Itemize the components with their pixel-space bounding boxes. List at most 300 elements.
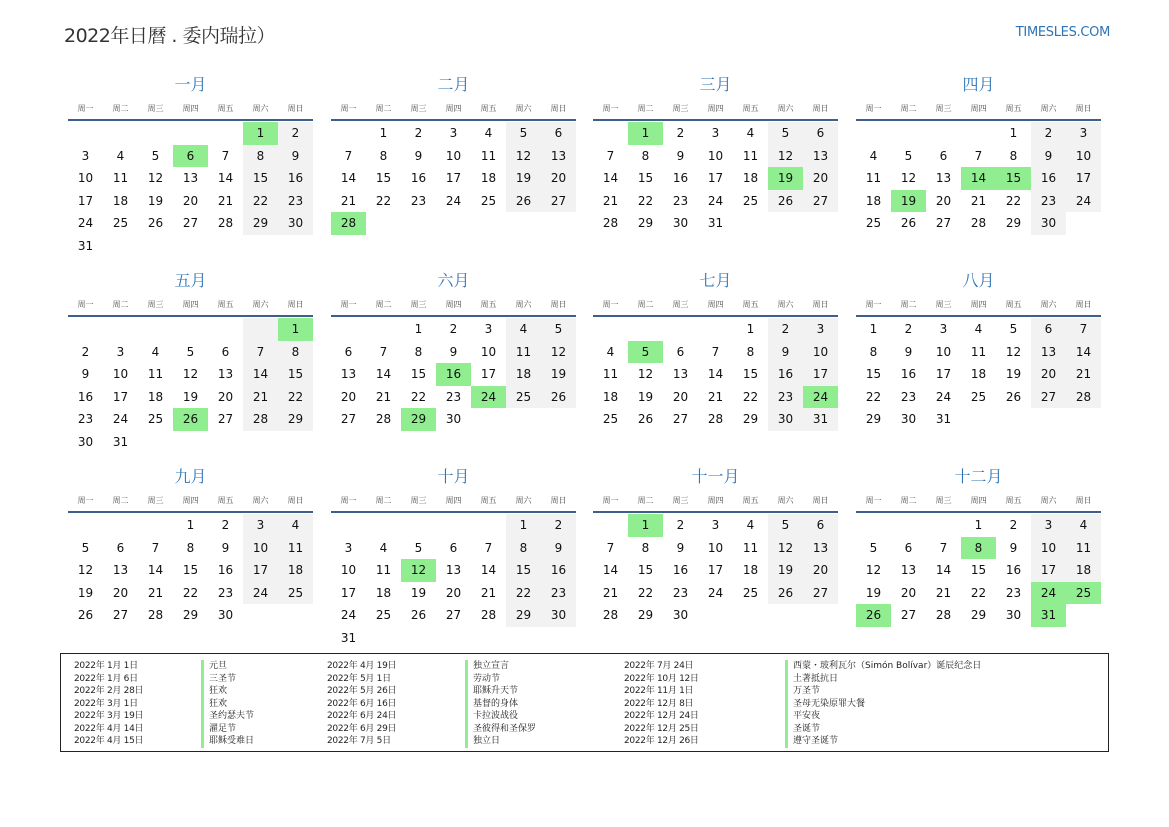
day-cell[interactable]: 30 [541, 604, 576, 627]
day-cell[interactable]: 16 [900, 367, 917, 381]
day-cell[interactable]: 29 [278, 408, 313, 431]
day-cell[interactable]: 4 [116, 148, 125, 163]
day-cell[interactable]: 1 [186, 518, 195, 532]
day-cell[interactable]: 13 [445, 563, 462, 577]
day-cell[interactable]: 4 [379, 540, 388, 555]
day-cell[interactable]: 11 [742, 540, 759, 555]
day-cell[interactable]: 30 [768, 408, 803, 431]
day-cell[interactable]: 18 [1066, 559, 1101, 582]
day-cell[interactable]: 16 [541, 559, 576, 582]
day-cell[interactable]: 25 [375, 608, 392, 622]
day-cell[interactable]: 19 [1005, 367, 1022, 381]
day-cell[interactable]: 18 [742, 563, 759, 577]
day-cell[interactable]: 29 [637, 216, 654, 230]
day-cell[interactable]: 15 [742, 367, 759, 381]
day-cell[interactable]: 28 [243, 408, 278, 431]
day-cell[interactable]: 24 [707, 585, 724, 600]
day-cell[interactable]: 15 [637, 563, 654, 577]
day-cell[interactable]: 31 [1031, 604, 1066, 627]
day-cell[interactable]: 12 [506, 145, 541, 168]
day-cell[interactable]: 14 [602, 171, 619, 185]
day-cell[interactable]: 3 [711, 518, 720, 532]
day-cell[interactable]: 20 [672, 389, 689, 404]
day-cell[interactable]: 5 [628, 341, 663, 364]
day-cell[interactable]: 12 [541, 341, 576, 364]
day-cell[interactable]: 19 [637, 389, 654, 404]
day-cell[interactable]: 28 [602, 216, 619, 230]
day-cell[interactable]: 15 [996, 167, 1031, 190]
day-cell[interactable]: 22 [1005, 193, 1022, 208]
day-cell[interactable]: 28 [970, 216, 987, 230]
day-cell[interactable]: 6 [939, 148, 948, 163]
day-cell[interactable]: 25 [147, 412, 164, 426]
day-cell[interactable]: 29 [506, 604, 541, 627]
day-cell[interactable]: 12 [1005, 344, 1022, 359]
day-cell[interactable]: 14 [961, 167, 996, 190]
day-cell[interactable]: 23 [900, 389, 917, 404]
day-cell[interactable]: 7 [379, 344, 388, 359]
day-cell[interactable]: 8 [506, 537, 541, 560]
day-cell[interactable]: 21 [935, 585, 952, 600]
day-cell[interactable]: 19 [768, 167, 803, 190]
day-cell[interactable]: 19 [410, 585, 427, 600]
day-cell[interactable]: 20 [900, 585, 917, 600]
day-cell[interactable]: 18 [278, 559, 313, 582]
day-cell[interactable]: 27 [541, 190, 576, 213]
day-cell[interactable]: 24 [935, 389, 952, 404]
day-cell[interactable]: 6 [449, 540, 458, 555]
day-cell[interactable]: 17 [803, 363, 838, 386]
day-cell[interactable]: 29 [637, 608, 654, 622]
day-cell[interactable]: 14 [602, 563, 619, 577]
day-cell[interactable]: 27 [803, 582, 838, 605]
day-cell[interactable]: 23 [217, 585, 234, 600]
day-cell[interactable]: 24 [77, 216, 94, 230]
day-cell[interactable]: 15 [375, 171, 392, 185]
day-cell[interactable]: 24 [1031, 582, 1066, 605]
day-cell[interactable]: 5 [81, 540, 90, 555]
day-cell[interactable]: 27 [340, 412, 357, 426]
day-cell[interactable]: 22 [865, 389, 882, 404]
day-cell[interactable]: 10 [112, 367, 129, 381]
day-cell[interactable]: 11 [506, 341, 541, 364]
day-cell[interactable]: 22 [243, 190, 278, 213]
day-cell[interactable]: 17 [935, 367, 952, 381]
day-cell[interactable]: 12 [865, 563, 882, 577]
day-cell[interactable]: 5 [414, 540, 423, 555]
day-cell[interactable]: 1 [414, 322, 423, 336]
day-cell[interactable]: 15 [970, 563, 987, 577]
day-cell[interactable]: 24 [707, 193, 724, 208]
day-cell[interactable]: 17 [112, 389, 129, 404]
day-cell[interactable]: 5 [869, 540, 878, 555]
day-cell[interactable]: 8 [414, 344, 423, 359]
day-cell[interactable]: 20 [445, 585, 462, 600]
day-cell[interactable]: 10 [707, 540, 724, 555]
day-cell[interactable]: 17 [707, 171, 724, 185]
day-cell[interactable]: 1 [1009, 126, 1018, 140]
day-cell[interactable]: 21 [217, 193, 234, 208]
day-cell[interactable]: 1 [974, 518, 983, 532]
day-cell[interactable]: 7 [221, 148, 230, 163]
day-cell[interactable]: 25 [742, 193, 759, 208]
day-cell[interactable]: 29 [742, 412, 759, 426]
day-cell[interactable]: 7 [606, 148, 615, 163]
day-cell[interactable]: 31 [77, 238, 94, 253]
day-cell[interactable]: 8 [278, 341, 313, 364]
day-cell[interactable]: 1 [506, 514, 541, 537]
day-cell[interactable]: 27 [935, 216, 952, 230]
day-cell[interactable]: 15 [865, 367, 882, 381]
day-cell[interactable]: 22 [410, 389, 427, 404]
day-cell[interactable]: 3 [1066, 122, 1101, 145]
day-cell[interactable]: 31 [707, 216, 724, 230]
day-cell[interactable]: 17 [480, 367, 497, 381]
day-cell[interactable]: 10 [77, 171, 94, 185]
day-cell[interactable]: 1 [628, 122, 663, 145]
day-cell[interactable]: 23 [672, 193, 689, 208]
day-cell[interactable]: 11 [970, 344, 987, 359]
day-cell[interactable]: 20 [340, 389, 357, 404]
day-cell[interactable]: 11 [865, 171, 882, 185]
day-cell[interactable]: 26 [173, 408, 208, 431]
day-cell[interactable]: 5 [151, 148, 160, 163]
day-cell[interactable]: 8 [869, 344, 878, 359]
day-cell[interactable]: 23 [1031, 190, 1066, 213]
day-cell[interactable]: 2 [904, 322, 913, 336]
day-cell[interactable]: 1 [379, 126, 388, 140]
day-cell[interactable]: 14 [340, 171, 357, 185]
day-cell[interactable]: 23 [445, 389, 462, 404]
day-cell[interactable]: 22 [278, 386, 313, 409]
site-link[interactable]: TIMESLES.COM [1015, 25, 1110, 40]
day-cell[interactable]: 16 [77, 389, 94, 404]
day-cell[interactable]: 22 [506, 582, 541, 605]
day-cell[interactable]: 30 [77, 434, 94, 449]
day-cell[interactable]: 13 [935, 171, 952, 185]
day-cell[interactable]: 3 [939, 322, 948, 336]
day-cell[interactable]: 10 [707, 148, 724, 163]
day-cell[interactable]: 16 [278, 167, 313, 190]
day-cell[interactable]: 30 [217, 608, 234, 622]
day-cell[interactable]: 3 [803, 318, 838, 341]
day-cell[interactable]: 18 [602, 389, 619, 404]
day-cell[interactable]: 23 [278, 190, 313, 213]
day-cell[interactable]: 12 [77, 563, 94, 577]
day-cell[interactable]: 11 [278, 537, 313, 560]
day-cell[interactable]: 19 [77, 585, 94, 600]
day-cell[interactable]: 15 [637, 171, 654, 185]
day-cell[interactable]: 15 [506, 559, 541, 582]
day-cell[interactable]: 8 [186, 540, 195, 555]
day-cell[interactable]: 19 [891, 190, 926, 213]
day-cell[interactable]: 20 [217, 389, 234, 404]
day-cell[interactable]: 11 [1066, 537, 1101, 560]
day-cell[interactable]: 30 [445, 412, 462, 426]
day-cell[interactable]: 28 [707, 412, 724, 426]
day-cell[interactable]: 5 [904, 148, 913, 163]
day-cell[interactable]: 2 [676, 126, 685, 140]
day-cell[interactable]: 12 [401, 559, 436, 582]
day-cell[interactable]: 16 [217, 563, 234, 577]
day-cell[interactable]: 26 [768, 582, 803, 605]
day-cell[interactable]: 26 [410, 608, 427, 622]
day-cell[interactable]: 24 [471, 386, 506, 409]
day-cell[interactable]: 16 [672, 171, 689, 185]
day-cell[interactable]: 6 [116, 540, 125, 555]
day-cell[interactable]: 16 [1005, 563, 1022, 577]
day-cell[interactable]: 9 [676, 540, 685, 555]
day-cell[interactable]: 29 [243, 212, 278, 235]
day-cell[interactable]: 8 [243, 145, 278, 168]
day-cell[interactable]: 5 [768, 514, 803, 537]
day-cell[interactable]: 2 [414, 126, 423, 140]
day-cell[interactable]: 23 [1005, 585, 1022, 600]
day-cell[interactable]: 28 [331, 212, 366, 235]
day-cell[interactable]: 8 [961, 537, 996, 560]
day-cell[interactable]: 4 [974, 322, 983, 336]
day-cell[interactable]: 4 [606, 344, 615, 359]
day-cell[interactable]: 17 [340, 585, 357, 600]
day-cell[interactable]: 26 [1005, 389, 1022, 404]
day-cell[interactable]: 2 [1009, 518, 1018, 532]
day-cell[interactable]: 27 [217, 412, 234, 426]
day-cell[interactable]: 26 [768, 190, 803, 213]
day-cell[interactable]: 17 [445, 171, 462, 185]
day-cell[interactable]: 4 [869, 148, 878, 163]
day-cell[interactable]: 11 [742, 148, 759, 163]
day-cell[interactable]: 12 [182, 367, 199, 381]
day-cell[interactable]: 19 [147, 193, 164, 208]
day-cell[interactable]: 12 [637, 367, 654, 381]
day-cell[interactable]: 26 [856, 604, 891, 627]
day-cell[interactable]: 8 [1009, 148, 1018, 163]
day-cell[interactable]: 22 [637, 193, 654, 208]
day-cell[interactable]: 20 [803, 167, 838, 190]
day-cell[interactable]: 11 [375, 563, 392, 577]
day-cell[interactable]: 17 [1066, 167, 1101, 190]
day-cell[interactable]: 24 [112, 412, 129, 426]
day-cell[interactable]: 6 [904, 540, 913, 555]
day-cell[interactable]: 2 [1031, 122, 1066, 145]
day-cell[interactable]: 12 [768, 537, 803, 560]
day-cell[interactable]: 18 [480, 171, 497, 185]
day-cell[interactable]: 3 [711, 126, 720, 140]
day-cell[interactable]: 16 [768, 363, 803, 386]
day-cell[interactable]: 2 [81, 344, 90, 359]
day-cell[interactable]: 20 [182, 193, 199, 208]
day-cell[interactable]: 25 [506, 386, 541, 409]
day-cell[interactable]: 21 [147, 585, 164, 600]
day-cell[interactable]: 3 [243, 514, 278, 537]
day-cell[interactable]: 9 [676, 148, 685, 163]
day-cell[interactable]: 23 [410, 193, 427, 208]
day-cell[interactable]: 7 [939, 540, 948, 555]
day-cell[interactable]: 11 [602, 367, 619, 381]
day-cell[interactable]: 15 [243, 167, 278, 190]
day-cell[interactable]: 7 [151, 540, 160, 555]
day-cell[interactable]: 31 [935, 412, 952, 426]
day-cell[interactable]: 17 [1031, 559, 1066, 582]
day-cell[interactable]: 13 [182, 171, 199, 185]
day-cell[interactable]: 27 [803, 190, 838, 213]
day-cell[interactable]: 10 [243, 537, 278, 560]
day-cell[interactable]: 17 [77, 193, 94, 208]
day-cell[interactable]: 12 [900, 171, 917, 185]
day-cell[interactable]: 24 [243, 582, 278, 605]
day-cell[interactable]: 9 [81, 367, 90, 381]
day-cell[interactable]: 28 [217, 216, 234, 230]
day-cell[interactable]: 30 [672, 608, 689, 622]
day-cell[interactable]: 28 [375, 412, 392, 426]
day-cell[interactable]: 5 [541, 318, 576, 341]
day-cell[interactable]: 27 [112, 608, 129, 622]
day-cell[interactable]: 11 [480, 148, 497, 163]
day-cell[interactable]: 15 [182, 563, 199, 577]
day-cell[interactable]: 14 [243, 363, 278, 386]
day-cell[interactable]: 24 [803, 386, 838, 409]
day-cell[interactable]: 16 [1031, 167, 1066, 190]
day-cell[interactable]: 9 [414, 148, 423, 163]
day-cell[interactable]: 23 [768, 386, 803, 409]
day-cell[interactable]: 18 [742, 171, 759, 185]
day-cell[interactable]: 3 [484, 322, 493, 336]
day-cell[interactable]: 27 [445, 608, 462, 622]
day-cell[interactable]: 20 [935, 193, 952, 208]
day-cell[interactable]: 4 [151, 344, 160, 359]
day-cell[interactable]: 19 [182, 389, 199, 404]
day-cell[interactable]: 15 [410, 367, 427, 381]
day-cell[interactable]: 6 [803, 514, 838, 537]
day-cell[interactable]: 14 [1066, 341, 1101, 364]
day-cell[interactable]: 5 [768, 122, 803, 145]
day-cell[interactable]: 25 [278, 582, 313, 605]
day-cell[interactable]: 18 [970, 367, 987, 381]
day-cell[interactable]: 6 [803, 122, 838, 145]
day-cell[interactable]: 4 [746, 126, 755, 140]
day-cell[interactable]: 1 [746, 322, 755, 336]
day-cell[interactable]: 4 [746, 518, 755, 532]
day-cell[interactable]: 28 [602, 608, 619, 622]
day-cell[interactable]: 25 [480, 193, 497, 208]
day-cell[interactable]: 7 [243, 341, 278, 364]
day-cell[interactable]: 10 [803, 341, 838, 364]
day-cell[interactable]: 30 [278, 212, 313, 235]
day-cell[interactable]: 30 [672, 216, 689, 230]
day-cell[interactable]: 29 [970, 608, 987, 622]
day-cell[interactable]: 3 [116, 344, 125, 359]
day-cell[interactable]: 25 [970, 389, 987, 404]
day-cell[interactable]: 30 [900, 412, 917, 426]
day-cell[interactable]: 12 [147, 171, 164, 185]
day-cell[interactable]: 10 [340, 563, 357, 577]
day-cell[interactable]: 10 [935, 344, 952, 359]
day-cell[interactable]: 25 [112, 216, 129, 230]
day-cell[interactable]: 4 [278, 514, 313, 537]
day-cell[interactable]: 25 [865, 216, 882, 230]
day-cell[interactable]: 28 [480, 608, 497, 622]
day-cell[interactable]: 21 [602, 585, 619, 600]
day-cell[interactable]: 20 [803, 559, 838, 582]
day-cell[interactable]: 19 [865, 585, 882, 600]
day-cell[interactable]: 14 [935, 563, 952, 577]
day-cell[interactable]: 18 [147, 389, 164, 404]
day-cell[interactable]: 27 [672, 412, 689, 426]
day-cell[interactable]: 30 [1005, 608, 1022, 622]
day-cell[interactable]: 22 [375, 193, 392, 208]
day-cell[interactable]: 31 [112, 434, 129, 449]
day-cell[interactable]: 9 [768, 341, 803, 364]
day-cell[interactable]: 17 [243, 559, 278, 582]
day-cell[interactable]: 5 [1009, 322, 1018, 336]
day-cell[interactable]: 29 [401, 408, 436, 431]
day-cell[interactable]: 13 [1031, 341, 1066, 364]
day-cell[interactable]: 1 [243, 122, 278, 145]
day-cell[interactable]: 7 [711, 344, 720, 359]
day-cell[interactable]: 2 [676, 518, 685, 532]
day-cell[interactable]: 28 [147, 608, 164, 622]
day-cell[interactable]: 1 [278, 318, 313, 341]
day-cell[interactable]: 18 [375, 585, 392, 600]
day-cell[interactable]: 14 [375, 367, 392, 381]
day-cell[interactable]: 25 [602, 412, 619, 426]
day-cell[interactable]: 8 [746, 344, 755, 359]
day-cell[interactable]: 13 [112, 563, 129, 577]
day-cell[interactable]: 19 [541, 363, 576, 386]
day-cell[interactable]: 3 [449, 126, 458, 140]
day-cell[interactable]: 9 [278, 145, 313, 168]
day-cell[interactable]: 3 [344, 540, 353, 555]
day-cell[interactable]: 21 [375, 389, 392, 404]
day-cell[interactable]: 22 [742, 389, 759, 404]
day-cell[interactable]: 6 [541, 122, 576, 145]
day-cell[interactable]: 6 [221, 344, 230, 359]
day-cell[interactable]: 10 [480, 344, 497, 359]
day-cell[interactable]: 8 [641, 148, 650, 163]
day-cell[interactable]: 18 [112, 193, 129, 208]
day-cell[interactable]: 21 [707, 389, 724, 404]
day-cell[interactable]: 13 [672, 367, 689, 381]
day-cell[interactable]: 6 [344, 344, 353, 359]
day-cell[interactable]: 9 [541, 537, 576, 560]
day-cell[interactable]: 9 [449, 344, 458, 359]
day-cell[interactable]: 23 [77, 412, 94, 426]
day-cell[interactable]: 20 [541, 167, 576, 190]
day-cell[interactable]: 9 [1009, 540, 1018, 555]
day-cell[interactable]: 28 [1066, 386, 1101, 409]
day-cell[interactable]: 16 [410, 171, 427, 185]
day-cell[interactable]: 28 [935, 608, 952, 622]
day-cell[interactable]: 14 [480, 563, 497, 577]
day-cell[interactable]: 31 [340, 630, 357, 645]
day-cell[interactable]: 2 [449, 322, 458, 336]
day-cell[interactable]: 30 [1031, 212, 1066, 235]
day-cell[interactable]: 14 [217, 171, 234, 185]
day-cell[interactable]: 16 [436, 363, 471, 386]
day-cell[interactable]: 22 [970, 585, 987, 600]
day-cell[interactable]: 25 [742, 585, 759, 600]
day-cell[interactable]: 18 [865, 193, 882, 208]
day-cell[interactable]: 20 [112, 585, 129, 600]
day-cell[interactable]: 24 [1066, 190, 1101, 213]
day-cell[interactable]: 3 [1031, 514, 1066, 537]
day-cell[interactable]: 6 [676, 344, 685, 359]
day-cell[interactable]: 14 [147, 563, 164, 577]
day-cell[interactable]: 8 [641, 540, 650, 555]
day-cell[interactable]: 27 [182, 216, 199, 230]
day-cell[interactable]: 19 [768, 559, 803, 582]
day-cell[interactable]: 8 [379, 148, 388, 163]
